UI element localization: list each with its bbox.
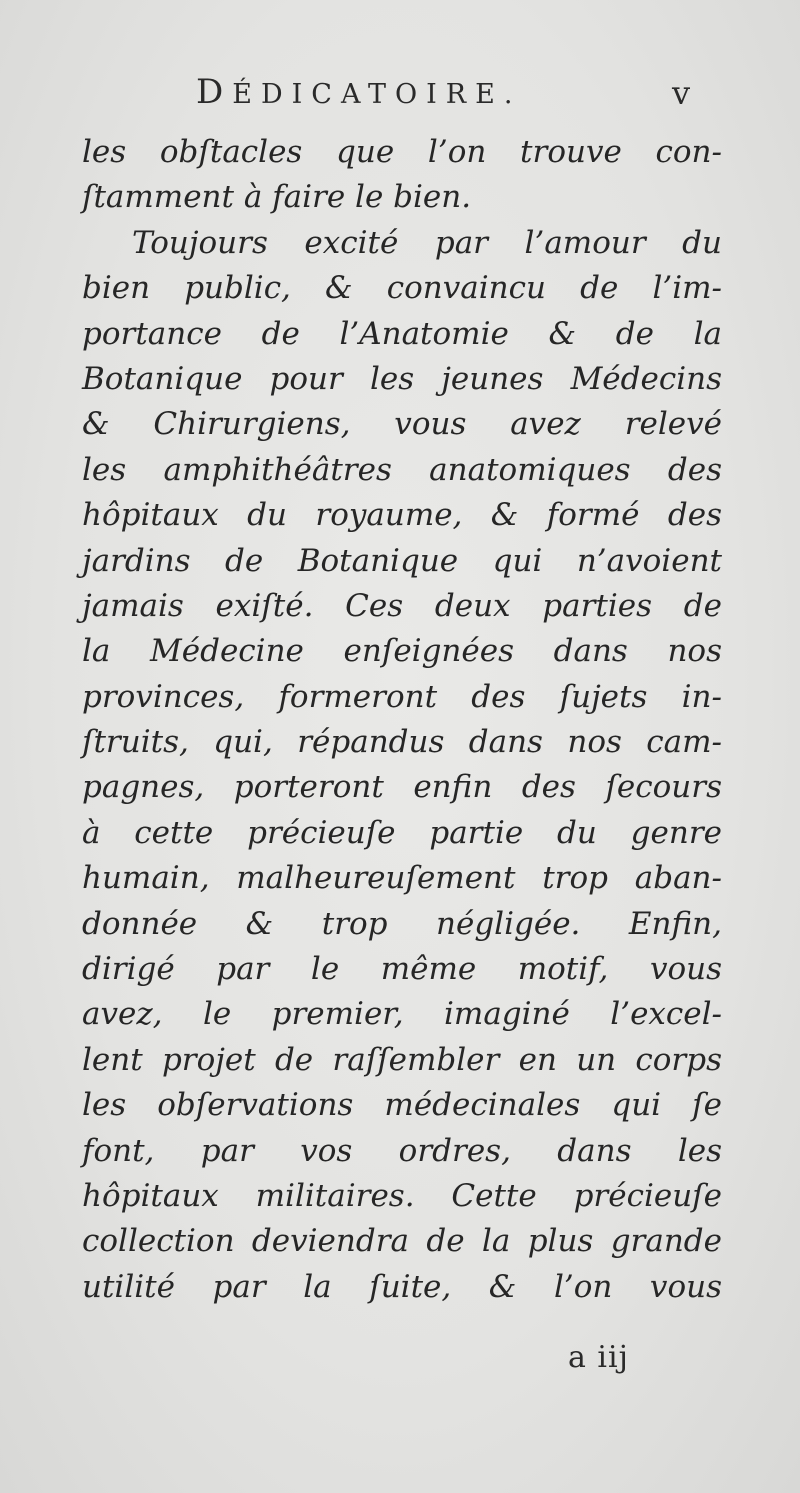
text-line: Toujours excité par l’amour du [132,224,722,261]
text-line: Botanique pour les jeunes Médecins [82,360,722,397]
running-title-initial: D [196,72,233,112]
text-line: jardins de Botanique qui n’avoient [82,542,722,579]
text-line: les amphithéâtres anatomiques des [82,451,722,488]
text-line: hôpitaux du royaume, & formé des [82,497,722,534]
running-header [0,72,800,132]
text-line: les obſtacles que l’on trouve con- [82,134,722,170]
text-line: provinces, formeront des ſujets in- [82,678,722,715]
text-line: avez, le premier, imaginé l’excel- [82,996,722,1033]
page-number: v [672,74,691,112]
text-line: bien public, & convaincu de l’im- [82,270,722,307]
body-text [82,130,722,1310]
text-line: dirigé par le même motif, vous [82,951,722,988]
text-line: ſtruits, qui, répandus dans nos cam- [82,724,722,761]
running-title-rest: ÉDICATOIRE. [232,79,522,110]
text-line: font, par vos ordres, dans les [82,1132,722,1169]
text-line: les obſervations médecinales qui ſe [82,1087,722,1124]
text-line: utilité par la ſuite, & l’on vous [82,1268,722,1305]
text-line: à cette précieuſe partie du genre [82,814,722,851]
text-line: pagnes, porteront enfin des ſecours [82,769,722,806]
text-line: ſtamment à faire le bien. [82,179,472,216]
text-line: donnée & trop négligée. Enfin, [82,905,722,942]
running-title [196,72,521,112]
text-line: humain, malheureuſement trop aban- [82,860,722,897]
text-line: hôpitaux militaires. Cette précieuſe [82,1177,722,1214]
text-line: la Médecine enſeignées dans nos [82,633,722,670]
signature-mark: a iij [568,1340,629,1375]
text-line: jamais exiſté. Ces deux parties de [82,587,722,624]
text-line: portance de l’Anatomie & de la [82,315,722,352]
text-line: lent projet de raſſembler en un corps [82,1041,722,1078]
text-line: collection deviendra de la plus grande [82,1223,722,1260]
text-line: & Chirurgiens, vous avez relevé [82,406,722,443]
